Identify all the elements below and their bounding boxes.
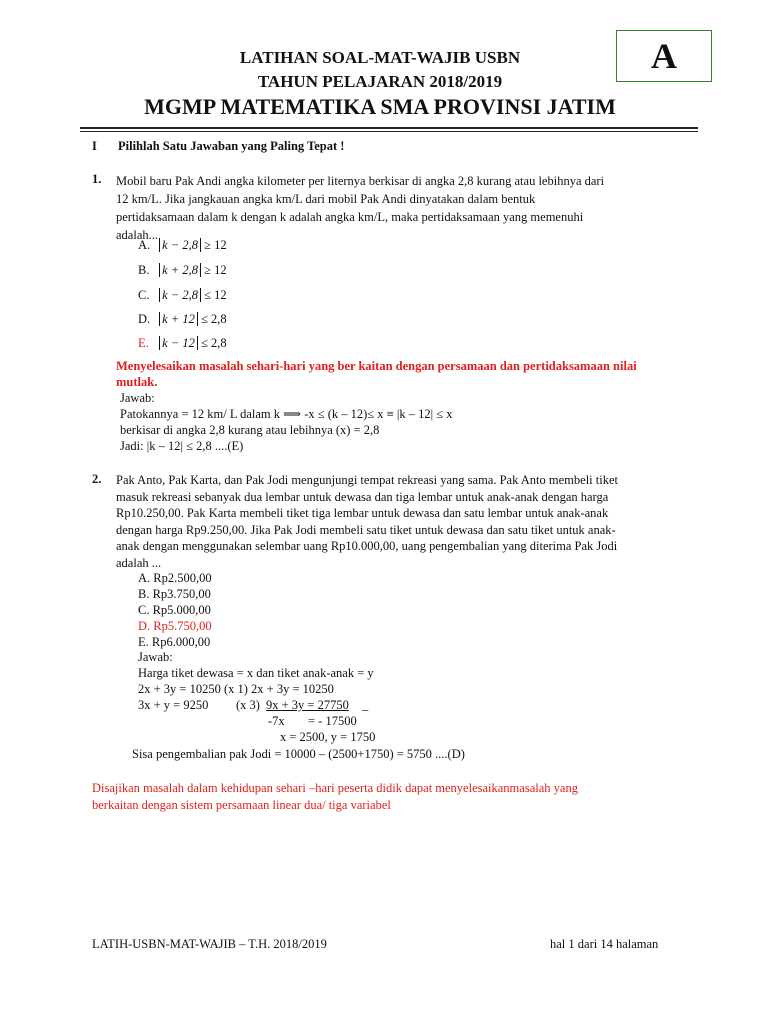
package-letter: A — [651, 36, 677, 76]
q1-option-expr: k + 12 — [159, 312, 198, 326]
q1-text — [116, 172, 698, 244]
q2-text-line: adalah ... — [116, 555, 162, 570]
q2-answer-label: Jawab: — [138, 650, 173, 664]
q2-option-a: A. Rp2.500,00 — [138, 571, 212, 585]
q1-option-expr: k − 12 — [159, 336, 198, 350]
q1-answer-label: Jawab: — [120, 391, 155, 405]
q1-option-expr: k − 2,8 — [159, 238, 201, 252]
q1-text-line: pertidaksamaan dalam k dengan k adalah angka km/L, maka pertidaksamaan yang memenuhi — [116, 210, 584, 224]
q2-answer-equation: 9x + 3y = 27750 — [266, 698, 349, 712]
q2-number: 2. — [92, 472, 102, 486]
q2-option-e: E. Rp6.000,00 — [138, 635, 211, 649]
q2-options — [138, 570, 212, 650]
q1-answer-line: berkisar di angka 2,8 kurang atau lebihnya (x) = 2,8 — [120, 423, 380, 437]
q2-text-line: anak dengan menggunakan selembar uang Rp10.000,00, uang pengembalian yang diterima Pak Jodi — [116, 539, 618, 553]
q2-answer-line: Harga tiket dewasa = x dan tiket anak-anak = y — [138, 666, 374, 680]
header-line-2: TAHUN PELAJARAN 2018/2019 — [257, 72, 503, 91]
q2-answer-multiplier: (x 3) — [236, 698, 260, 712]
q1-number: 1. — [92, 172, 102, 186]
q2-answer-conclusion: Sisa pengembalian pak Jodi = 10000 – (2500+1750) = 5750 ....(D) — [132, 747, 465, 761]
q1-indicator-note — [116, 358, 698, 390]
footer-page-number: hal 1 dari 14 halaman — [550, 937, 659, 951]
q1-option-expr: k − 2,8 — [159, 288, 201, 302]
q1-option-d — [138, 312, 227, 327]
q2-option-d: D. Rp5.750,00 — [138, 619, 212, 633]
header-line-1: LATIHAN SOAL-MAT-WAJIB USBN — [239, 48, 521, 67]
q1-option-letter: B. — [138, 263, 150, 277]
q1-option-a — [138, 238, 227, 253]
q2-indicator-note — [92, 780, 698, 814]
q1-answer — [120, 390, 452, 454]
q1-option-rel: ≤ 2,8 — [200, 336, 227, 350]
q1-option-letter: C. — [138, 288, 150, 302]
q2-answer-minus-sign: _ — [362, 698, 369, 712]
q1-option-rel: ≥ 12 — [204, 263, 227, 277]
page-title: MGMP MATEMATIKA SMA PROVINSI JATIM — [144, 94, 616, 119]
q1-option-letter: A. — [138, 238, 151, 252]
q1-option-b — [138, 263, 227, 278]
q1-option-letter: D. — [138, 312, 151, 326]
q2-answer-line: 3x + y = 9250 — [138, 698, 209, 712]
package-box — [616, 30, 712, 82]
q1-option-e — [138, 336, 227, 351]
q1-option-rel: ≥ 12 — [204, 238, 227, 252]
q2-text-line: masuk rekreasi sebanyak dua lembar untuk dewasa dan tiga lembar untuk anak-anak dengan harga — [116, 489, 609, 504]
q2-answer-line: = - 17500 — [308, 714, 357, 728]
q1-note-line: Menyelesaikan masalah sehari-hari yang ber kaitan dengan persamaan dan pertidaksamaan nilai — [116, 359, 637, 373]
q2-answer-line: x = 2500, y = 1750 — [280, 730, 376, 744]
q1-answer-line: Jadi: |k – 12| ≤ 2,8 ....(E) — [120, 439, 244, 453]
q2-text — [116, 472, 698, 571]
footer-left: LATIH-USBN-MAT-WAJIB – T.H. 2018/2019 — [92, 937, 327, 951]
q1-option-expr: k + 2,8 — [159, 263, 201, 277]
header-rule-thin — [80, 131, 698, 132]
section-title: Pilihlah Satu Jawaban yang Paling Tepat ! — [118, 139, 345, 153]
q1-note-line: mutlak. — [116, 375, 158, 389]
q2-text-line: Rp10.250,00. Pak Karta membeli tiket tiga lembar untuk dewasa dan satu lembar untuk anak-anak — [116, 506, 609, 520]
q1-option-letter: E. — [138, 336, 149, 350]
q1-text-line: Mobil baru Pak Andi angka kilometer per liternya berkisar di angka 2,8 kurang atau lebihnya dari — [116, 174, 605, 188]
q2-option-c: C. Rp5.000,00 — [138, 603, 211, 617]
header-rule-thick — [80, 127, 698, 129]
q2-text-line: Pak Anto, Pak Karta, dan Pak Jodi mengunjungi tempat rekreasi yang sama. Pak Anto membeli tiket — [116, 473, 618, 487]
q2-answer-line: 2x + 3y = 10250 (x 1) 2x + 3y = 10250 — [138, 682, 334, 696]
q2-option-b: B. Rp3.750,00 — [138, 587, 211, 601]
q1-text-line: adalah... — [116, 228, 158, 242]
section-number: I — [92, 139, 97, 153]
q1-option-c — [138, 288, 227, 303]
q1-option-rel: ≤ 2,8 — [200, 312, 227, 326]
q2-note-line: Disajikan masalah dalam kehidupan sehari –hari peserta didik dapat menyelesaikanmasalah yang — [92, 781, 578, 795]
q2-note-line: berkaitan dengan sistem persamaan linear dua/ tiga variabel — [92, 798, 391, 812]
q1-answer-line: Patokannya = 12 km/ L dalam k ⟹ -x ≤ (k – 12)≤ x ≡ |k – 12| ≤ x — [120, 407, 453, 421]
q1-option-rel: ≤ 12 — [204, 288, 227, 302]
q2-text-line: dengan harga Rp9.250,00. Jika Pak Jodi membeli satu tiket untuk dewasa dan satu tiket untuk anak- — [116, 522, 616, 537]
q2-answer-line: -7x — [268, 714, 285, 728]
q1-text-line: 12 km/L. Jika jangkauan angka km/L dari mobil Pak Andi dinyatakan dalam bentuk — [116, 192, 536, 206]
